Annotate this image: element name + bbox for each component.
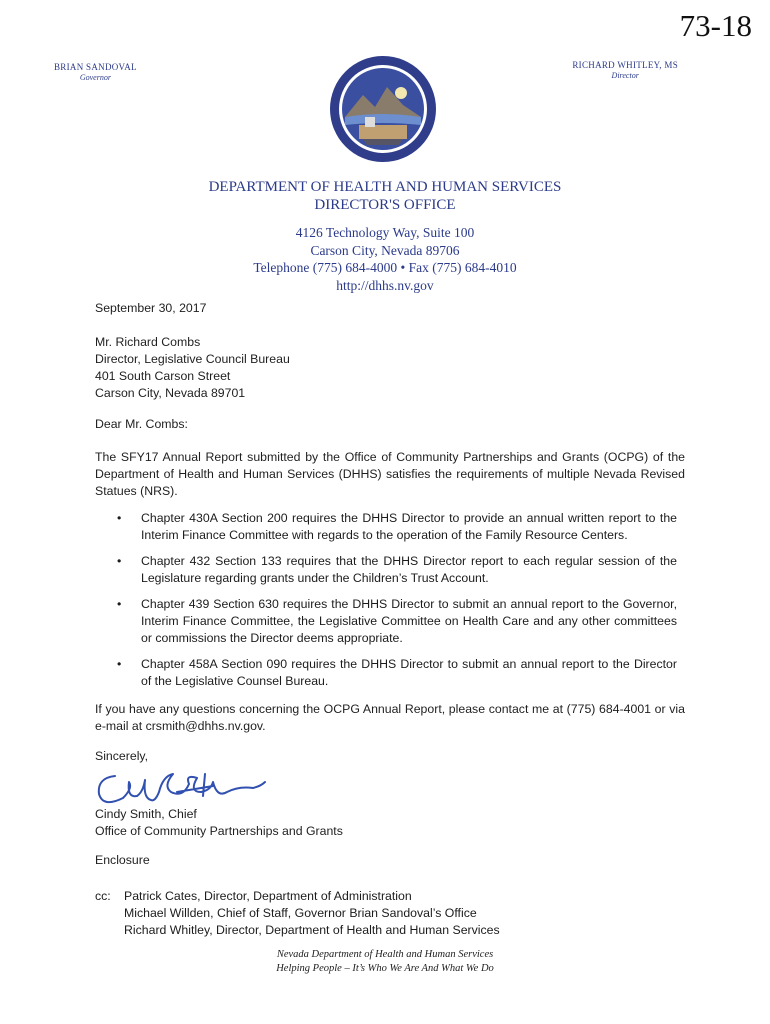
recipient-line: Mr. Richard Combs xyxy=(95,335,201,349)
enclosure-note: Enclosure xyxy=(95,853,150,867)
signer-block xyxy=(95,806,685,840)
recipient-line: 401 South Carson Street xyxy=(95,369,231,383)
telephone-fax: Telephone (775) 684-4000 • Fax (775) 684-4010 xyxy=(253,260,517,275)
recipient-line: Director, Legislative Council Bureau xyxy=(95,352,290,366)
intro-paragraph: The SFY17 Annual Report submitted by the Office of Community Partnerships and Grants (OCPG) of the Department of Health and Human Services (DHHS) satisfies the requirements of multiple Nevada Revised Statues (NRS). xyxy=(95,450,685,498)
document-number: 73-18 xyxy=(679,8,752,43)
list-item xyxy=(117,656,677,690)
director-title: Director xyxy=(611,71,639,80)
state-seal-icon xyxy=(329,55,437,163)
list-item-text: Chapter 439 Section 630 requires the DHHS Director to submit an annual report to the Governor, Interim Finance Committee, the Legislative Committee on Health Care and any other committees or commissions the Director deems appropriate. xyxy=(141,597,677,645)
letterhead xyxy=(0,178,770,294)
list-item-text: Chapter 430A Section 200 requires the DHHS Director to provide an annual written report to the Interim Finance Committee with regards to the operation of the Family Resource Centers. xyxy=(141,511,677,542)
address-line-1: 4126 Technology Way, Suite 100 xyxy=(295,225,475,240)
contact-paragraph: If you have any questions concerning the OCPG Annual Report, please contact me at (775) 684-4001 or via e-mail at crsmith@dhhs.nv.gov. xyxy=(95,702,685,733)
recipient-line: Carson City, Nevada 89701 xyxy=(95,386,246,400)
requirements-list xyxy=(117,510,677,699)
governor-title: Governor xyxy=(79,73,111,82)
signer-name: Cindy Smith, Chief xyxy=(95,807,197,821)
list-item xyxy=(117,596,677,647)
closing: Sincerely, xyxy=(95,749,149,763)
governor-name: BRIAN SANDOVAL xyxy=(54,62,137,72)
list-item xyxy=(117,510,677,544)
cc-item: Richard Whitley, Director, Department of Health and Human Services xyxy=(124,923,500,937)
bullet-icon: • xyxy=(117,597,122,611)
bullet-icon: • xyxy=(117,657,122,671)
cc-item: Michael Willden, Chief of Staff, Governor Brian Sandoval’s Office xyxy=(124,906,477,920)
cc-label: cc: xyxy=(95,889,111,903)
footer-line-1: Nevada Department of Health and Human Services xyxy=(276,949,494,960)
director-block xyxy=(572,60,678,80)
list-item xyxy=(117,553,677,587)
signer-office: Office of Community Partnerships and Grants xyxy=(95,824,343,838)
website: http://dhhs.nv.gov xyxy=(336,277,434,293)
office-name: DIRECTOR'S OFFICE xyxy=(314,197,456,213)
letter-date: September 30, 2017 xyxy=(95,301,207,315)
department-name: DEPARTMENT OF HEALTH AND HUMAN SERVICES xyxy=(208,179,562,195)
director-name: RICHARD WHITLEY, MS xyxy=(572,60,678,70)
handwritten-signature xyxy=(93,762,293,810)
bullet-icon: • xyxy=(117,511,122,525)
address-line-2: Carson City, Nevada 89706 xyxy=(310,242,460,258)
cc-item: Patrick Cates, Director, Department of Administration xyxy=(124,889,412,903)
recipient-address xyxy=(95,334,685,402)
footer-line-2: Helping People – It’s Who We Are And What We Do xyxy=(276,962,494,974)
list-item-text: Chapter 432 Section 133 requires that the DHHS Director report to each regular session of the Legislature regarding grants under the Children’s Trust Account. xyxy=(141,554,677,585)
footer xyxy=(0,948,770,975)
cc-names xyxy=(124,888,500,939)
salutation: Dear Mr. Combs: xyxy=(95,417,188,431)
list-item-text: Chapter 458A Section 090 requires the DHHS Director to submit an annual report to the Director of the Legislative Counsel Bureau. xyxy=(141,657,677,688)
bullet-icon: • xyxy=(117,554,122,568)
governor-block xyxy=(54,62,137,82)
